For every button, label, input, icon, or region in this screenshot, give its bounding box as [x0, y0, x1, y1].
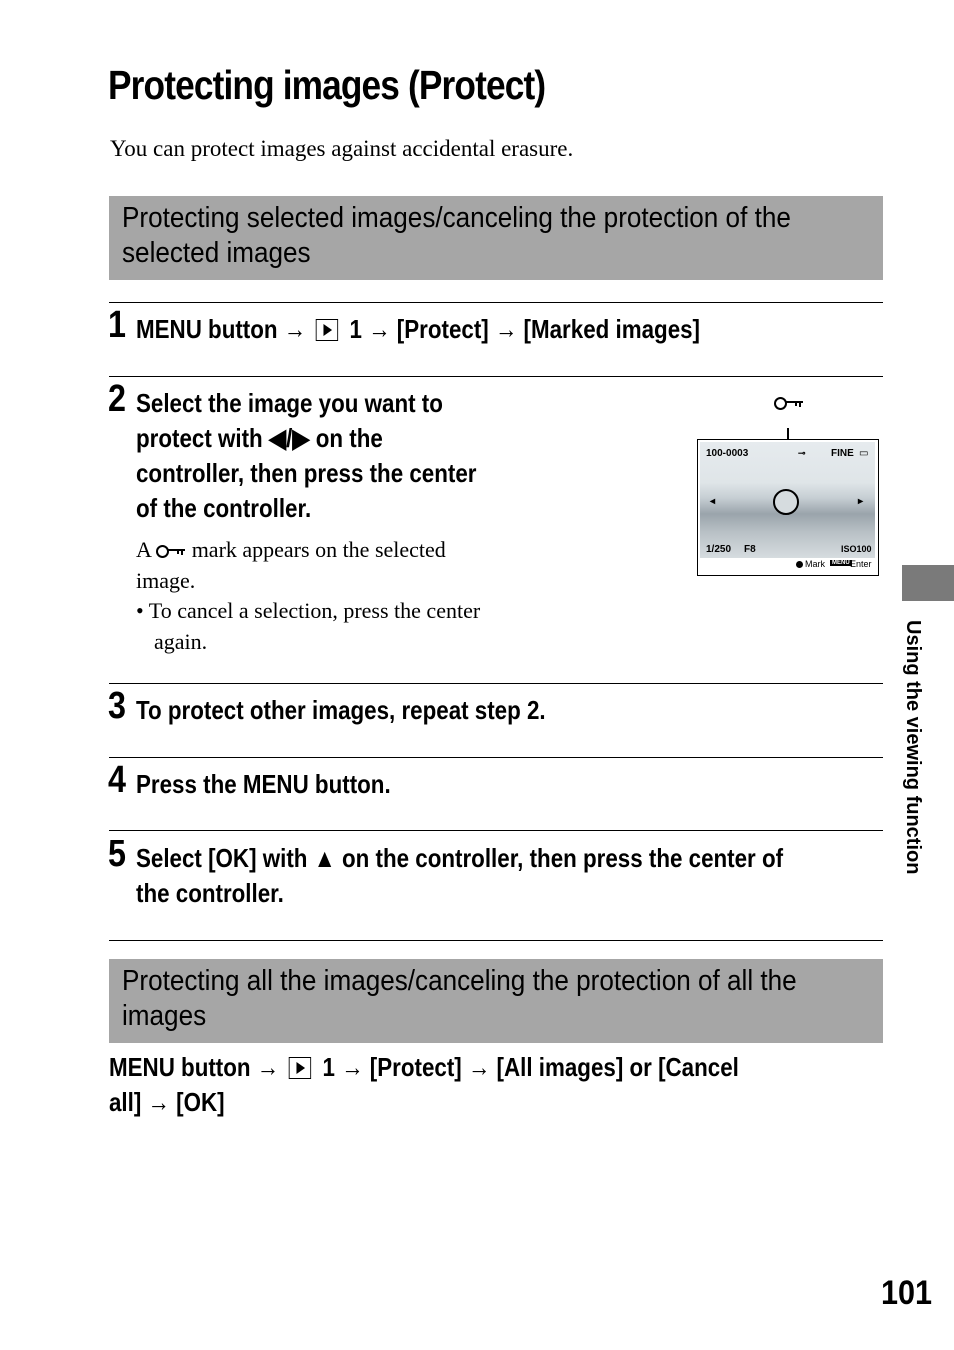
chapter-tab [902, 565, 954, 601]
protect-key-icon: ⊸ [798, 448, 806, 458]
intro-text: You can protect images against accidental erasure. [110, 136, 574, 161]
arrow-icon: → [467, 1052, 491, 1082]
step-number: 3 [108, 685, 126, 727]
arrow-icon: → [368, 314, 391, 344]
step-number: 1 [108, 304, 126, 346]
step-5-instruction: Select [OK] with ▲ on the controller, then press the center of the controller. [136, 843, 784, 908]
arrow-icon: → [147, 1087, 170, 1117]
step-4-instruction: Press the MENU button. [136, 769, 391, 799]
step-2-note: A mark appears on the selected [136, 537, 446, 562]
right-arrow-icon: ▸ [858, 496, 864, 507]
step-3-instruction: To protect other images, repeat step 2. [136, 695, 546, 725]
step-number: 4 [108, 759, 126, 801]
divider [109, 830, 883, 831]
iso-value: ISO100 [841, 544, 872, 554]
all-images-instruction: MENU button → 1 → [Protect] → [All images] or [Cancel all] → [OK] [109, 1052, 739, 1117]
bullet-item-cont: again. [154, 629, 208, 654]
center-button-icon [773, 489, 799, 515]
shutter-speed: 1/250 [706, 544, 732, 555]
aperture-value: F8 [744, 544, 756, 555]
camera-lcd-screen [697, 439, 879, 576]
playback-icon [316, 319, 338, 341]
arrow-icon: → [283, 314, 307, 344]
image-size-icon: ▭ [859, 448, 869, 459]
playback-icon [289, 1057, 311, 1079]
divider [109, 302, 883, 303]
page-number: 101 [881, 1274, 933, 1312]
step-number: 5 [108, 833, 126, 875]
step-number: 2 [108, 378, 126, 420]
step-2-instruction: Select the image you want to protect with ◀/▶ on the controller, then press the center of the controller. [136, 388, 477, 523]
chapter-label-wrap [898, 620, 928, 900]
divider [109, 940, 883, 941]
arrow-icon: → [341, 1052, 364, 1082]
protect-key-icon [774, 396, 804, 414]
file-number: 100-0003 [706, 448, 749, 459]
left-arrow-icon: ◂ [710, 496, 716, 507]
divider [109, 757, 883, 758]
page-title: Protecting images (Protect) [108, 62, 546, 108]
arrow-icon: → [256, 1052, 280, 1082]
divider [109, 683, 883, 684]
protect-key-icon [156, 544, 186, 556]
divider [109, 376, 883, 377]
quality-label: FINE [831, 448, 854, 459]
mark-dot-icon [796, 561, 803, 568]
chapter-label: Using the viewing function [902, 620, 924, 875]
enter-label: Enter [850, 559, 872, 569]
menu-badge: MENU [832, 560, 850, 566]
step-2-note-cont: image. [136, 568, 196, 593]
step-1-instruction: MENU button → 1 → [Protect] → [Marked images] [136, 314, 701, 344]
screen-footer [700, 558, 875, 574]
bullet-item: • To cancel a selection, press the center [136, 598, 481, 623]
section-heading-selected: Protecting selected images/canceling the protection of the selected images [109, 196, 883, 280]
arrow-icon: → [494, 314, 518, 344]
section-heading-all: Protecting all the images/canceling the protection of all the images [109, 959, 883, 1043]
mark-label: Mark [805, 559, 825, 569]
